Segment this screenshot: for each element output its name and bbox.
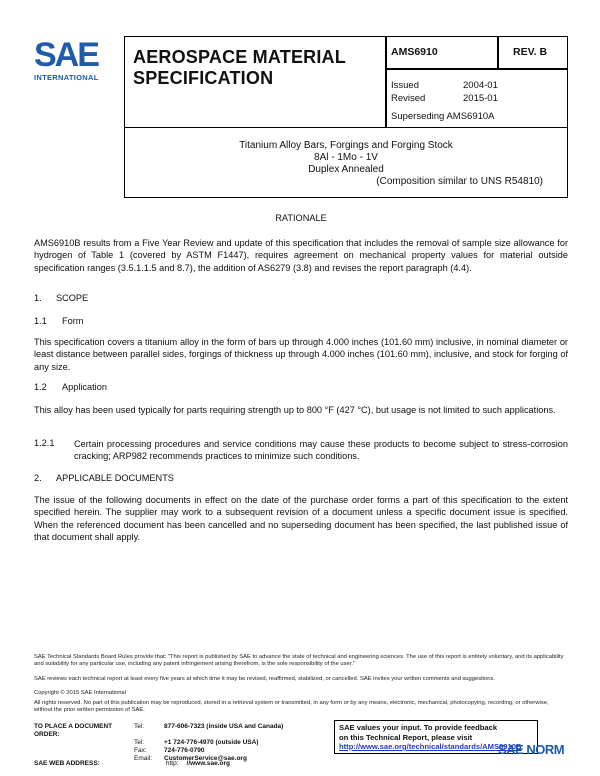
- http-label: http:: [165, 760, 179, 767]
- tel-value: +1 724-776-4970 (outside USA): [164, 739, 259, 746]
- copyright: Copyright © 2015 SAE International: [34, 690, 126, 696]
- section-number: 1.1: [34, 316, 47, 326]
- rationale-text: AMS6910B results from a Five Year Review and update of this specification that includes the removal of sample size allowance for hydrogen of Table 1 (covered by ASTM F1447), requires agreement on mechanical property values for material outside specification ranges (3.5.1.1.5 and 8.7), the addition of AS6279 (3.8) and revises the report paragraph (4.4).: [34, 238, 568, 273]
- issued-label: Issued: [391, 80, 419, 91]
- order-info: [34, 723, 283, 763]
- order-label: TO PLACE A DOCUMENT ORDER:: [34, 723, 113, 738]
- subject-line: Duplex Annealed: [308, 164, 384, 175]
- footer-note: SAE reviews each technical report at least every five years at which time it may be revised, reaffirmed, stabilized, or cancelled. SAE invites your written comments and suggestions.: [34, 676, 495, 682]
- application-text: This alloy has been used typically for parts requiring strength up to 800 °F (427 °C), but usage is not limited to such applications.: [34, 405, 556, 415]
- issue-dates: [391, 79, 498, 105]
- web-value[interactable]: //www.sae.org: [186, 760, 230, 767]
- rights-notice: All rights reserved. No part of this publication may be reproduced, stored in a retrieval system or transmitted, in any form or by any means, electronic, mechanical, photocopying, recording, or otherwise, without the prior written permission of SAE.: [34, 700, 549, 714]
- norm-mark: SAE NORM: [498, 742, 565, 757]
- revised-label: Revised: [391, 93, 426, 104]
- rationale-heading: RATIONALE: [275, 213, 327, 223]
- logo-subtitle: INTERNATIONAL: [34, 73, 99, 82]
- sae-norm-watermark: [498, 742, 588, 770]
- form-text: This specification covers a titanium alloy in the form of bars up through 4.000 inches (101.60 mm) inclusive, in nominal diameter or least distance between parallel sides, forgings of thickness up through 4.000 inches (101.60 mm), inclusive, and stock for forging of any size.: [34, 337, 568, 372]
- web-address: [34, 760, 230, 767]
- email-value[interactable]: CustomerService@sae.org: [164, 755, 247, 762]
- tel-value: 877-606-7323 (inside USA and Canada): [164, 723, 284, 730]
- subject-line: Titanium Alloy Bars, Forgings and Forging Stock: [239, 140, 453, 151]
- sae-logo: [34, 38, 114, 88]
- web-label: SAE WEB ADDRESS:: [34, 760, 100, 767]
- email-label: Email:: [134, 755, 153, 762]
- logo-mark: SAE: [34, 36, 98, 74]
- section-number: 1.: [34, 293, 42, 303]
- section-number: 2.: [34, 473, 42, 483]
- divider: [385, 37, 387, 127]
- feedback-text: SAE values your input. To provide feedback: [339, 723, 498, 732]
- superseding-note: Superseding AMS6910A: [391, 111, 495, 122]
- section-title: Form: [62, 316, 84, 326]
- feedback-text: on this Technical Report, please visit: [339, 732, 473, 742]
- subject-line: 8Al - 1Mo - 1V: [314, 152, 378, 163]
- tel-label: Tel:: [134, 739, 145, 746]
- section-title: SCOPE: [56, 293, 89, 303]
- section-number: 1.2.1: [34, 438, 55, 448]
- revised-value: 2015-01: [463, 93, 498, 104]
- spec-title: AEROSPACE MATERIAL SPECIFICATION: [133, 47, 346, 88]
- fax-label: Fax:: [134, 747, 147, 754]
- section-number: 1.2: [34, 382, 47, 392]
- divider: [385, 68, 568, 70]
- subject-line: (Composition similar to UNS R54810): [376, 176, 543, 187]
- subject-box: [124, 128, 568, 198]
- fax-value: 724-776-0790: [164, 747, 205, 754]
- document-number: AMS6910: [391, 46, 438, 58]
- divider: [497, 37, 499, 69]
- applicable-documents-text: The issue of the following documents in effect on the date of the purchase order forms a part of this specification to the extent specified herein. The supplier may work to a subsequent revision of a document unless a specific document issue is specified. When the referenced document has been cancelled and no superseding document has been specified, the last published issue of that document shall apply.: [34, 495, 568, 543]
- footer-note: SAE Technical Standards Board Rules provide that: "This report is published by SAE to advance the state of technical and engineering sciences. The use of this report is entirely voluntary, and its applicability and suitability for any particular use, including any patent infringement arising therefrom, is the sole responsibility of the user.": [34, 654, 564, 668]
- header-box: [124, 36, 568, 128]
- feedback-link[interactable]: http://www.sae.org/technical/standards/AMS6910B: [339, 742, 522, 751]
- section-title: Application: [62, 382, 107, 392]
- section-title: APPLICABLE DOCUMENTS: [56, 473, 174, 483]
- stress-corrosion-text: Certain processing procedures and service conditions may cause these products to become subject to stress-corrosion cracking; ARP982 recommends practices to minimize such conditions.: [74, 439, 568, 462]
- revision-label: REV. B: [513, 46, 548, 58]
- issued-value: 2004-01: [463, 80, 498, 91]
- tel-label: Tel:: [134, 723, 145, 730]
